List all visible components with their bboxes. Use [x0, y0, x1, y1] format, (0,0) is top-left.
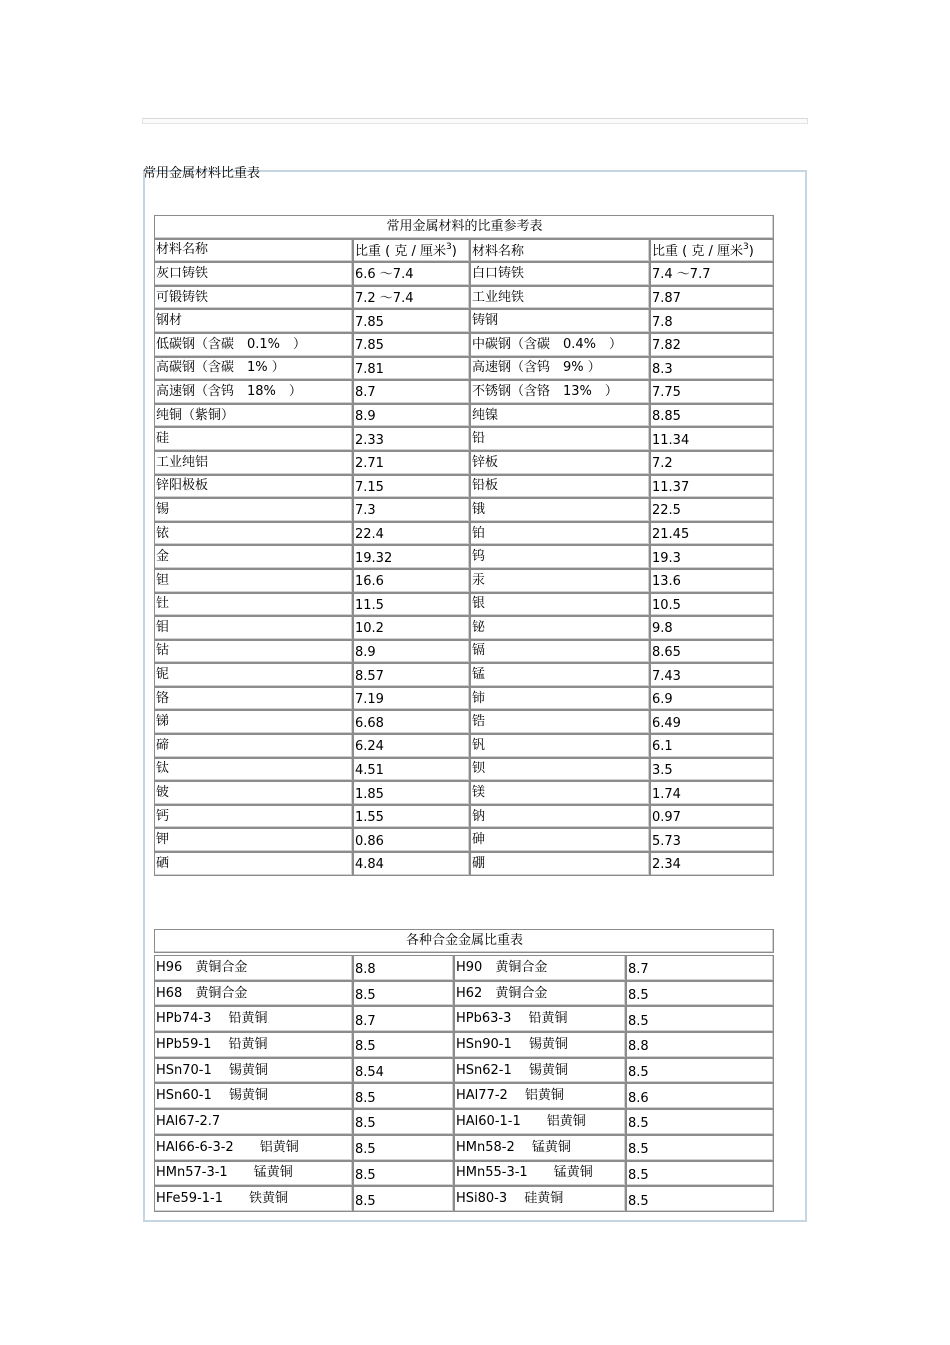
material-name-cell: HSn60-1 锡黄铜: [154, 1083, 353, 1109]
table-row: [154, 616, 774, 640]
density-cell: 8.57: [353, 663, 470, 687]
density-cell: 8.8: [626, 1032, 774, 1058]
density-cell: 8.54: [353, 1058, 454, 1084]
density-cell: 8.7: [353, 380, 470, 404]
material-name-cell: 纯铜（紫铜）: [154, 404, 353, 428]
density-cell: 6.24: [353, 734, 470, 758]
material-name-cell: HSi80-3 硅黄铜: [454, 1186, 626, 1212]
table-row: [154, 475, 774, 499]
table-row: [154, 1161, 774, 1187]
table-row: [154, 758, 774, 782]
material-name-cell: H90 黄铜合金: [454, 955, 626, 981]
density-cell: 2.71: [353, 451, 470, 475]
material-name-cell: HAl77-2 铝黄铜: [454, 1083, 626, 1109]
density-cell: 7.87: [650, 286, 774, 310]
table-row: [154, 781, 774, 805]
material-name-cell: 铈: [470, 687, 650, 711]
density-cell: 7.4 ～7.7: [650, 262, 774, 286]
material-name-cell: 锑: [154, 710, 353, 734]
material-name-cell: 工业纯铝: [154, 451, 353, 475]
table-row: [154, 981, 774, 1007]
material-name-cell: 钾: [154, 828, 353, 852]
table-row: [154, 955, 774, 981]
material-name-cell: 银: [470, 593, 650, 617]
material-name-cell: 汞: [470, 569, 650, 593]
alloy-title-row: [154, 929, 774, 953]
material-name-cell: 不锈钢（含铬 13% ）: [470, 380, 650, 404]
density-cell: 8.5: [626, 1109, 774, 1135]
density-cell: 8.7: [353, 1006, 454, 1032]
alloy-table: [154, 955, 774, 1212]
density-cell: 2.33: [353, 427, 470, 451]
table-row: [154, 286, 774, 310]
header-density-1-exp: 3: [445, 241, 452, 252]
material-name-cell: 铌: [154, 663, 353, 687]
material-name-cell: 钠: [470, 805, 650, 829]
material-name-cell: 锰: [470, 663, 650, 687]
material-name-cell: 灰口铸铁: [154, 262, 353, 286]
density-cell: 8.85: [650, 404, 774, 428]
table-row: [154, 545, 774, 569]
density-cell: 7.43: [650, 663, 774, 687]
density-cell: 11.37: [650, 475, 774, 499]
density-cell: 6.68: [353, 710, 470, 734]
material-name-cell: 铅: [470, 427, 650, 451]
density-cell: 7.2 ～7.4: [353, 286, 470, 310]
density-cell: 19.3: [650, 545, 774, 569]
alloy-table-title: 各种合金金属比重表: [154, 929, 774, 953]
density-cell: 10.2: [353, 616, 470, 640]
header-density-1-close: ): [451, 243, 457, 259]
density-cell: 8.5: [626, 1135, 774, 1161]
material-name-cell: 高速钢（含钨 9% ）: [470, 357, 650, 381]
header-material-name-2: 材料名称: [470, 239, 650, 263]
material-name-cell: HPb63-3 铅黄铜: [454, 1006, 626, 1032]
table-row: [154, 1135, 774, 1161]
header-density-1: [353, 239, 470, 263]
density-cell: 7.15: [353, 475, 470, 499]
table-row: [154, 710, 774, 734]
density-cell: 8.5: [626, 1186, 774, 1212]
table-row: [154, 1032, 774, 1058]
density-cell: 8.5: [626, 981, 774, 1007]
material-name-cell: H68 黄铜合金: [154, 981, 353, 1007]
density-cell: 3.5: [650, 758, 774, 782]
material-name-cell: 钛: [154, 758, 353, 782]
density-cell: 5.73: [650, 828, 774, 852]
material-name-cell: 钒: [470, 734, 650, 758]
material-name-cell: 铸钢: [470, 309, 650, 333]
table-row: [154, 309, 774, 333]
density-cell: 0.97: [650, 805, 774, 829]
density-cell: 7.82: [650, 333, 774, 357]
material-name-cell: 砷: [470, 828, 650, 852]
material-name-cell: 铍: [154, 781, 353, 805]
material-name-cell: 硒: [154, 852, 353, 876]
material-name-cell: 钙: [154, 805, 353, 829]
material-name-cell: 锌阳极板: [154, 475, 353, 499]
table-row: [154, 1006, 774, 1032]
density-cell: 8.5: [626, 1058, 774, 1084]
density-cell: 8.7: [626, 955, 774, 981]
material-name-cell: HFe59-1-1 铁黄铜: [154, 1186, 353, 1212]
material-name-cell: 钡: [470, 758, 650, 782]
density-cell: 8.65: [650, 640, 774, 664]
density-cell: 22.5: [650, 498, 774, 522]
alloy-title-table: [154, 929, 774, 953]
material-name-cell: 铬: [154, 687, 353, 711]
table-row: [154, 569, 774, 593]
material-name-cell: HSn70-1 锡黄铜: [154, 1058, 353, 1084]
table-row: [154, 734, 774, 758]
density-cell: 4.51: [353, 758, 470, 782]
material-name-cell: 白口铸铁: [470, 262, 650, 286]
density-cell: 8.9: [353, 640, 470, 664]
material-name-cell: HSn62-1 锡黄铜: [454, 1058, 626, 1084]
density-cell: 7.19: [353, 687, 470, 711]
table-row: [154, 593, 774, 617]
density-cell: 0.86: [353, 828, 470, 852]
material-name-cell: HMn58-2 锰黄铜: [454, 1135, 626, 1161]
density-cell: 8.5: [353, 1186, 454, 1212]
density-cell: 8.5: [353, 1161, 454, 1187]
density-cell: 7.85: [353, 309, 470, 333]
density-cell: 16.6: [353, 569, 470, 593]
material-name-cell: HMn55-3-1 锰黄铜: [454, 1161, 626, 1187]
density-cell: 6.9: [650, 687, 774, 711]
density-cell: 10.5: [650, 593, 774, 617]
material-name-cell: H96 黄铜合金: [154, 955, 353, 981]
density-cell: 8.5: [353, 1083, 454, 1109]
density-cell: 8.5: [353, 981, 454, 1007]
material-name-cell: 可锻铸铁: [154, 286, 353, 310]
material-name-cell: HPb74-3 铅黄铜: [154, 1006, 353, 1032]
table-row: [154, 663, 774, 687]
header-material-name-1: 材料名称: [154, 239, 353, 263]
table-title: 常用金属材料的比重参考表: [154, 215, 774, 239]
material-name-cell: 工业纯铁: [470, 286, 650, 310]
material-name-cell: 钨: [470, 545, 650, 569]
density-cell: 1.74: [650, 781, 774, 805]
material-name-cell: HMn57-3-1 锰黄铜: [154, 1161, 353, 1187]
density-cell: 1.85: [353, 781, 470, 805]
density-cell: 4.84: [353, 852, 470, 876]
table-header-row: [154, 239, 774, 263]
density-cell: 21.45: [650, 522, 774, 546]
material-name-cell: 锆: [470, 710, 650, 734]
density-cell: 2.34: [650, 852, 774, 876]
material-name-cell: 铱: [154, 522, 353, 546]
material-name-cell: 镁: [470, 781, 650, 805]
header-density-1-label: 比重 ( 克 / 厘米: [355, 243, 446, 259]
density-cell: 7.2: [650, 451, 774, 475]
table-row: [154, 333, 774, 357]
density-cell: 8.5: [353, 1109, 454, 1135]
top-divider: [142, 118, 808, 124]
density-cell: 8.5: [353, 1135, 454, 1161]
header-density-2-exp: 3: [742, 241, 749, 252]
material-name-cell: 镉: [470, 640, 650, 664]
table-row: [154, 687, 774, 711]
material-name-cell: 钼: [154, 616, 353, 640]
table-row: [154, 380, 774, 404]
table-row: [154, 1058, 774, 1084]
alloy-table-body: [154, 955, 774, 1212]
density-cell: 7.81: [353, 357, 470, 381]
material-name-cell: 铂: [470, 522, 650, 546]
density-cell: 1.55: [353, 805, 470, 829]
header-density-2-close: ): [748, 243, 754, 259]
density-cell: 11.34: [650, 427, 774, 451]
density-cell: 8.8: [353, 955, 454, 981]
density-cell: 22.4: [353, 522, 470, 546]
material-name-cell: 碲: [154, 734, 353, 758]
header-density-2: [650, 239, 774, 263]
table-row: [154, 522, 774, 546]
table-row: [154, 262, 774, 286]
material-name-cell: 锌板: [470, 451, 650, 475]
density-cell: 13.6: [650, 569, 774, 593]
material-name-cell: HPb59-1 铅黄铜: [154, 1032, 353, 1058]
density-cell: 11.5: [353, 593, 470, 617]
table-row: [154, 828, 774, 852]
table-row: [154, 451, 774, 475]
table-row: [154, 640, 774, 664]
material-name-cell: H62 黄铜合金: [454, 981, 626, 1007]
density-cell: 19.32: [353, 545, 470, 569]
table-row: [154, 1186, 774, 1212]
density-cell: 8.3: [650, 357, 774, 381]
material-name-cell: 中碳钢（含碳 0.4% ）: [470, 333, 650, 357]
material-name-cell: 纯镍: [470, 404, 650, 428]
material-name-cell: 钽: [154, 569, 353, 593]
density-cell: 7.75: [650, 380, 774, 404]
density-cell: 8.5: [626, 1161, 774, 1187]
table-row: [154, 1083, 774, 1109]
table-row: [154, 427, 774, 451]
material-name-cell: HAl67-2.7: [154, 1109, 353, 1135]
material-name-cell: 锇: [470, 498, 650, 522]
density-cell: 9.8: [650, 616, 774, 640]
density-cell: 8.6: [626, 1083, 774, 1109]
table-row: [154, 498, 774, 522]
density-cell: 6.1: [650, 734, 774, 758]
material-name-cell: 铋: [470, 616, 650, 640]
table-row: [154, 357, 774, 381]
material-name-cell: 硼: [470, 852, 650, 876]
density-cell: 6.49: [650, 710, 774, 734]
page-caption: 常用金属材料比重表: [143, 166, 261, 181]
table-row: [154, 1109, 774, 1135]
density-cell: 8.9: [353, 404, 470, 428]
material-name-cell: 硅: [154, 427, 353, 451]
material-name-cell: HSn90-1 锡黄铜: [454, 1032, 626, 1058]
table-row: [154, 404, 774, 428]
table-row: [154, 852, 774, 876]
density-cell: 8.5: [353, 1032, 454, 1058]
density-table: [154, 215, 774, 876]
material-name-cell: 低碳钢（含碳 0.1% ）: [154, 333, 353, 357]
header-density-2-label: 比重 ( 克 / 厘米: [652, 243, 743, 259]
density-cell: 8.5: [626, 1006, 774, 1032]
material-name-cell: 高碳钢（含碳 1% ）: [154, 357, 353, 381]
density-table-body: [154, 215, 774, 876]
material-name-cell: 锡: [154, 498, 353, 522]
material-name-cell: 铅板: [470, 475, 650, 499]
material-name-cell: HAl60-1-1 铝黄铜: [454, 1109, 626, 1135]
density-cell: 7.8: [650, 309, 774, 333]
density-cell: 6.6 ～7.4: [353, 262, 470, 286]
material-name-cell: 钢材: [154, 309, 353, 333]
material-name-cell: HAl66-6-3-2 铝黄铜: [154, 1135, 353, 1161]
material-name-cell: 钍: [154, 593, 353, 617]
density-cell: 7.3: [353, 498, 470, 522]
table-title-row: [154, 215, 774, 239]
material-name-cell: 钴: [154, 640, 353, 664]
table-row: [154, 805, 774, 829]
material-name-cell: 高速钢（含钨 18% ）: [154, 380, 353, 404]
material-name-cell: 金: [154, 545, 353, 569]
density-cell: 7.85: [353, 333, 470, 357]
